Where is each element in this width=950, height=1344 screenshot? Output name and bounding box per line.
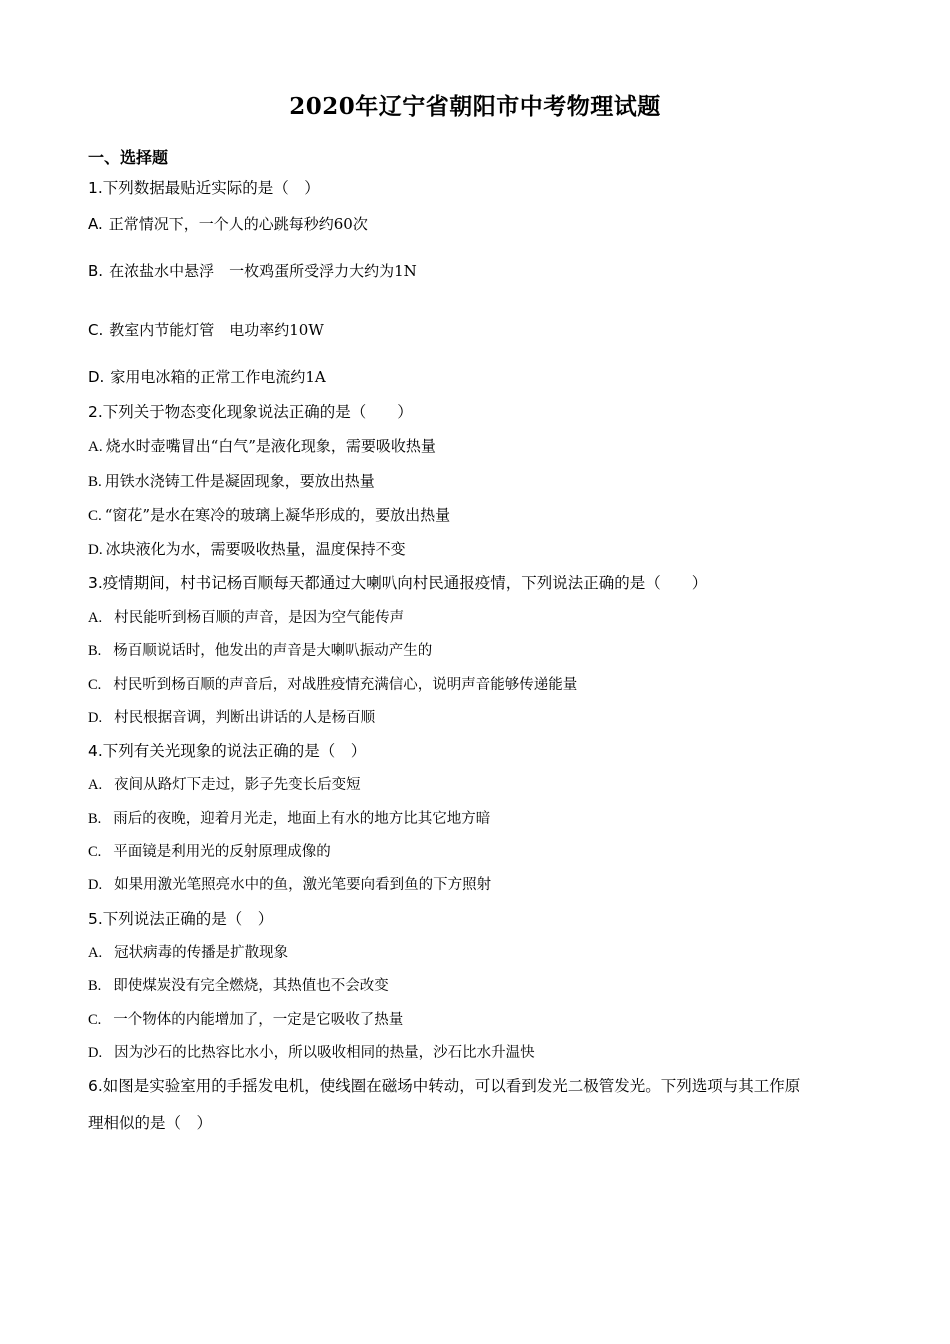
question-3 [88,573,707,593]
question-2-option-d [88,539,406,560]
question-number: 1. [88,179,103,197]
question-3-option-b [88,641,432,661]
question-5-option-b [88,976,389,996]
question-2-option-b [88,471,375,492]
option-text: 村民根据音调，判断出讲话的人是杨百顺 [114,710,376,726]
question-number: 4. [88,742,103,760]
option-text: 冰块液化为水，需要吸收热量，温度保持不变 [105,540,406,558]
question-3-option-c [88,675,577,695]
option-label: C. [88,677,102,693]
option-text: 村民听到杨百顺的声音后，对战胜疫情充满信心，说明声音能够传递能量 [113,677,578,693]
question-text: 疫情期间，村书记杨百顺每天都通过大喇叭向村民通报疫情，下列说法正确的是（ ） [102,574,708,592]
option-label: B. [88,811,102,827]
option-text: 家用电冰箱的正常工作电流约1A [110,368,326,386]
question-number: 5. [88,910,103,928]
option-label: A. [88,215,103,233]
option-label: A. [88,610,103,626]
question-6 [88,1076,800,1096]
option-text: 教室内节能灯管 电功率约10W [109,321,324,339]
option-label: B. [88,262,104,280]
question-text: 下列说法正确的是（ ） [102,910,274,928]
question-4 [88,741,366,761]
question-text: 下列关于物态变化现象说法正确的是（ ） [102,403,413,421]
question-1 [88,178,320,198]
option-label: C. [88,321,104,339]
option-text: 冠状病毒的传播是扩散现象 [114,945,289,961]
question-2 [88,402,413,422]
option-text: 即使煤炭没有完全燃烧，其热值也不会改变 [113,978,389,994]
option-text: 正常情况下，一个人的心跳每秒约60次 [108,215,368,233]
question-3-option-a [88,608,404,628]
option-text: 烧水时壶嘴冒出“白气”是液化现象，需要吸收热量 [105,437,436,455]
question-number: 3. [88,574,103,592]
question-4-option-b [88,809,490,829]
question-text-continued: 理相似的是（ ） [88,1114,213,1132]
option-label: C. [88,508,102,524]
option-label: A. [88,945,103,961]
option-label: A. [88,439,103,455]
option-label: D. [88,710,103,726]
question-text: 下列数据最贴近实际的是（ ） [102,179,320,197]
option-label: A. [88,777,103,793]
question-4-option-a [88,775,361,795]
option-label: B. [88,474,102,490]
section-heading: 一、选择题 [88,148,169,167]
question-3-option-d [88,708,375,728]
question-number: 2. [88,403,103,421]
document-title: 2020年辽宁省朝阳市中考物理试题 [289,93,661,120]
question-text: 如图是实验室用的手摇发电机，使线圈在磁场中转动，可以看到发光二极管发光。下列选项与其工作原 [102,1077,801,1095]
option-label: D. [88,542,103,558]
question-number: 6. [88,1077,103,1095]
question-5-option-c [88,1010,403,1030]
option-label: C. [88,1012,102,1028]
option-label: D. [88,1045,103,1061]
question-2-option-a [88,436,436,457]
option-label: D. [88,877,103,893]
question-1-option-a [88,214,368,234]
option-text: 夜间从路灯下走过，影子先变长后变短 [114,777,361,793]
option-label: C. [88,844,102,860]
question-2-option-c [88,505,450,526]
option-text: “窗花”是水在寒冷的玻璃上凝华形成的，要放出热量 [104,506,451,524]
option-text: 如果用激光笔照亮水中的鱼，激光笔要向看到鱼的下方照射 [114,877,492,893]
question-5 [88,909,273,929]
option-text: 一个物体的内能增加了，一定是它吸收了热量 [113,1012,404,1028]
question-5-option-a [88,943,288,963]
question-4-option-c [88,842,331,862]
option-text: 平面镜是利用光的反射原理成像的 [113,844,331,860]
question-1-option-b [88,261,417,281]
question-1-option-c [88,320,324,340]
option-text: 在浓盐水中悬浮 一枚鸡蛋所受浮力大约为1N [109,262,417,280]
option-text: 村民能听到杨百顺的声音，是因为空气能传声 [114,610,405,626]
question-6-continuation [88,1113,212,1133]
option-text: 因为沙石的比热容比水小，所以吸收相同的热量，沙石比水升温快 [114,1045,535,1061]
option-label: D. [88,368,105,386]
question-text: 下列有关光现象的说法正确的是（ ） [102,742,367,760]
option-text: 杨百顺说话时，他发出的声音是大喇叭振动产生的 [113,643,433,659]
question-5-option-d [88,1043,535,1063]
question-4-option-d [88,875,491,895]
option-text: 雨后的夜晚，迎着月光走，地面上有水的地方比其它地方暗 [113,811,491,827]
option-text: 用铁水浇铸工件是凝固现象，要放出热量 [104,472,375,490]
option-label: B. [88,978,102,994]
question-1-option-d [88,367,326,387]
option-label: B. [88,643,102,659]
